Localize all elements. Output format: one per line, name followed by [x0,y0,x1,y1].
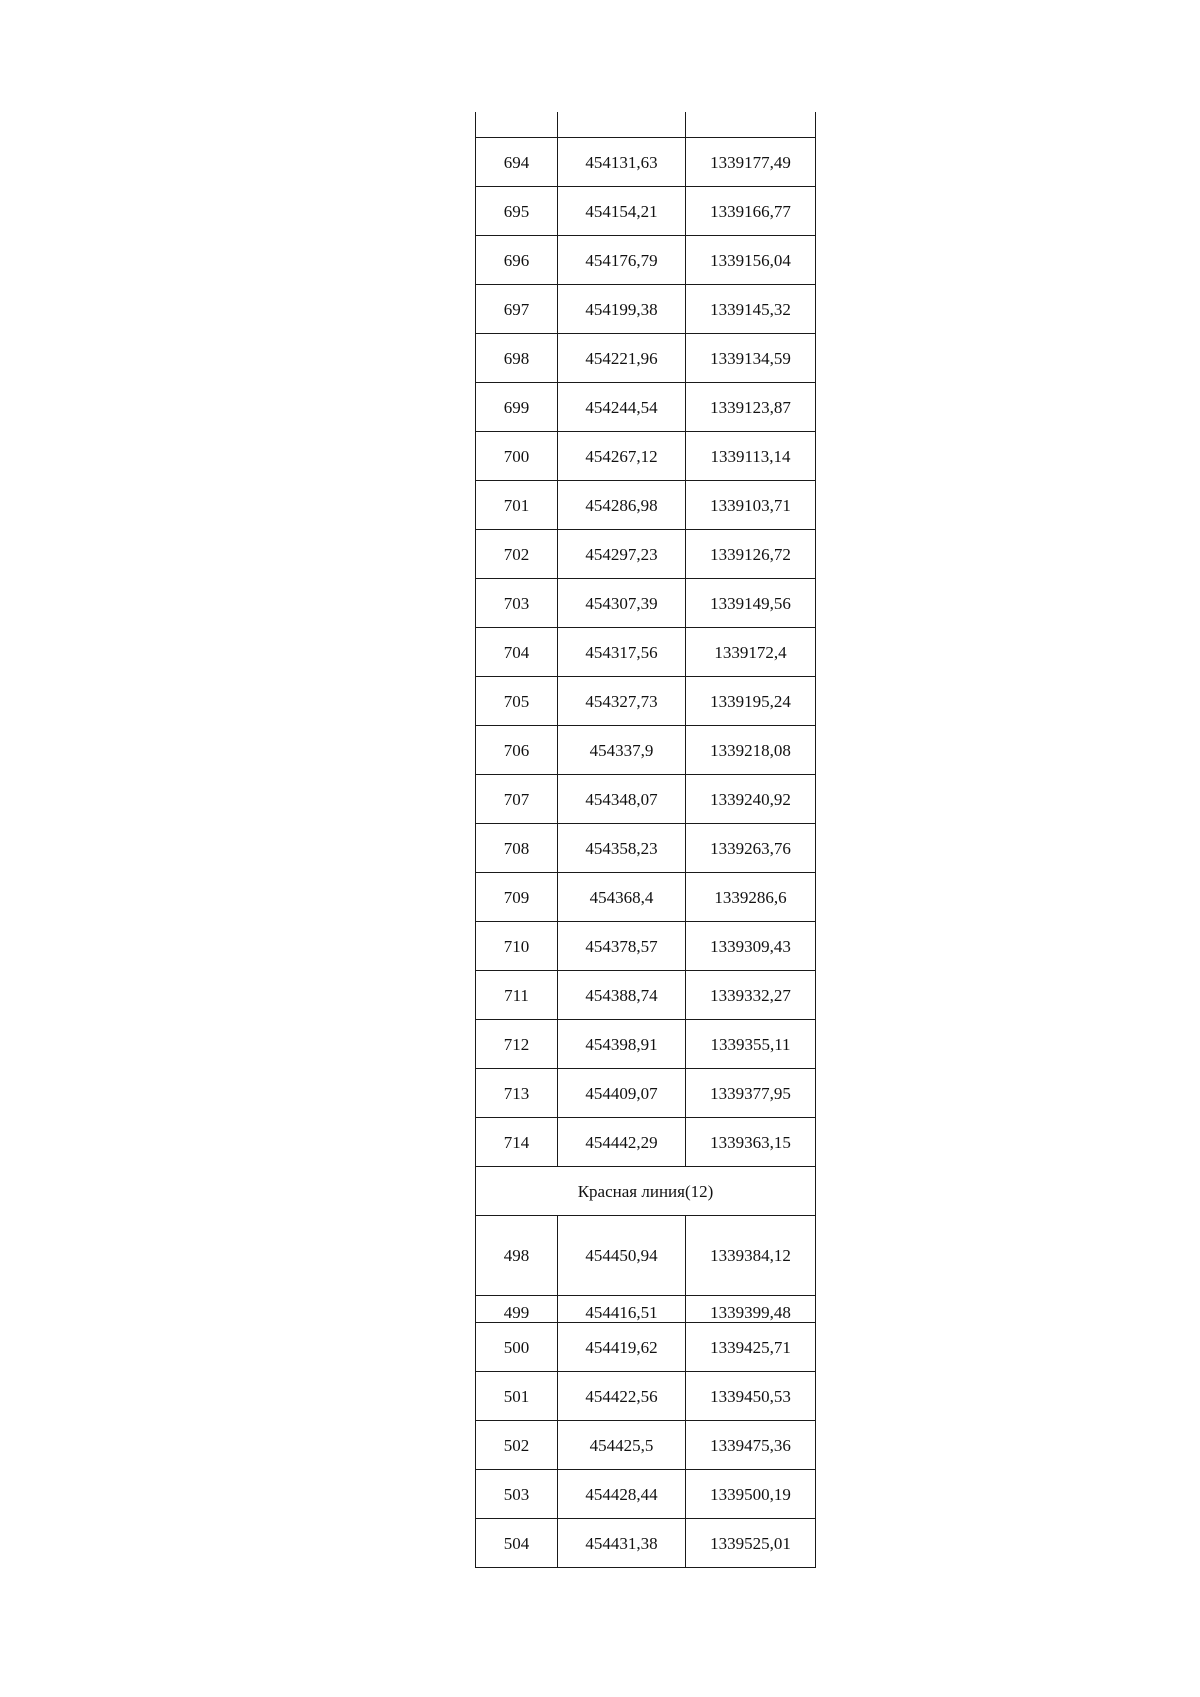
x-coordinate-cell: 454267,12 [558,432,686,481]
x-coordinate-cell: 454221,96 [558,334,686,383]
table-row [476,432,816,481]
table-cell [476,112,558,138]
point-number-cell: 702 [476,530,558,579]
point-number-cell: 707 [476,775,558,824]
point-number-cell: 714 [476,1118,558,1167]
table-row [476,873,816,922]
x-coordinate-cell: 454419,62 [558,1323,686,1372]
y-coordinate-cell: 1339500,19 [686,1470,816,1519]
x-coordinate-cell: 454131,63 [558,138,686,187]
table-row [476,824,816,873]
x-coordinate-cell: 454286,98 [558,481,686,530]
y-coordinate-cell: 1339363,15 [686,1118,816,1167]
table-row [476,1421,816,1470]
table-row [476,1069,816,1118]
x-coordinate-cell: 454358,23 [558,824,686,873]
point-number-cell: 499 [476,1296,558,1323]
point-number-cell: 700 [476,432,558,481]
y-coordinate-cell: 1339156,04 [686,236,816,285]
point-number-cell: 498 [476,1216,558,1296]
table-row [476,334,816,383]
table-row [476,1372,816,1421]
point-number-cell: 705 [476,677,558,726]
x-coordinate-cell: 454450,94 [558,1216,686,1296]
point-number-cell: 710 [476,922,558,971]
x-coordinate-cell: 454297,23 [558,530,686,579]
point-number-cell: 504 [476,1519,558,1568]
x-coordinate-cell: 454327,73 [558,677,686,726]
y-coordinate-cell: 1339145,32 [686,285,816,334]
table-row [476,1020,816,1069]
y-coordinate-cell: 1339218,08 [686,726,816,775]
point-number-cell: 698 [476,334,558,383]
y-coordinate-cell: 1339286,6 [686,873,816,922]
y-coordinate-cell: 1339126,72 [686,530,816,579]
x-coordinate-cell: 454388,74 [558,971,686,1020]
table-row [476,138,816,187]
point-number-cell: 701 [476,481,558,530]
x-coordinate-cell: 454442,29 [558,1118,686,1167]
table-continuation-row [476,112,816,138]
y-coordinate-cell: 1339240,92 [686,775,816,824]
x-coordinate-cell: 454378,57 [558,922,686,971]
table-cell [558,112,686,138]
x-coordinate-cell: 454307,39 [558,579,686,628]
x-coordinate-cell: 454199,38 [558,285,686,334]
x-coordinate-cell: 454176,79 [558,236,686,285]
x-coordinate-cell: 454422,56 [558,1372,686,1421]
x-coordinate-cell: 454416,51 [558,1296,686,1323]
y-coordinate-cell: 1339263,76 [686,824,816,873]
point-number-cell: 502 [476,1421,558,1470]
x-coordinate-cell: 454317,56 [558,628,686,677]
table-row [476,726,816,775]
x-coordinate-cell: 454428,44 [558,1470,686,1519]
table-row [476,383,816,432]
section-title: Красная линия(12) [476,1167,816,1216]
point-number-cell: 713 [476,1069,558,1118]
table-row [476,677,816,726]
coordinates-table [475,112,816,1568]
x-coordinate-cell: 454154,21 [558,187,686,236]
y-coordinate-cell: 1339475,36 [686,1421,816,1470]
point-number-cell: 699 [476,383,558,432]
y-coordinate-cell: 1339425,71 [686,1323,816,1372]
table-row [476,1323,816,1372]
x-coordinate-cell: 454244,54 [558,383,686,432]
point-number-cell: 711 [476,971,558,1020]
point-number-cell: 697 [476,285,558,334]
x-coordinate-cell: 454337,9 [558,726,686,775]
x-coordinate-cell: 454431,38 [558,1519,686,1568]
point-number-cell: 503 [476,1470,558,1519]
point-number-cell: 696 [476,236,558,285]
table-row [476,1470,816,1519]
y-coordinate-cell: 1339309,43 [686,922,816,971]
y-coordinate-cell: 1339525,01 [686,1519,816,1568]
y-coordinate-cell: 1339399,48 [686,1296,816,1323]
section-header-row [476,1167,816,1216]
y-coordinate-cell: 1339149,56 [686,579,816,628]
point-number-cell: 703 [476,579,558,628]
y-coordinate-cell: 1339384,12 [686,1216,816,1296]
table-row [476,1296,816,1323]
point-number-cell: 501 [476,1372,558,1421]
point-number-cell: 708 [476,824,558,873]
y-coordinate-cell: 1339134,59 [686,334,816,383]
y-coordinate-cell: 1339113,14 [686,432,816,481]
table-row [476,1118,816,1167]
x-coordinate-cell: 454409,07 [558,1069,686,1118]
x-coordinate-cell: 454348,07 [558,775,686,824]
table-row [476,285,816,334]
table-row [476,971,816,1020]
point-number-cell: 709 [476,873,558,922]
table-row [476,628,816,677]
y-coordinate-cell: 1339377,95 [686,1069,816,1118]
coordinates-table-body [476,112,816,1568]
table-row [476,481,816,530]
point-number-cell: 500 [476,1323,558,1372]
point-number-cell: 695 [476,187,558,236]
table-row [476,579,816,628]
y-coordinate-cell: 1339177,49 [686,138,816,187]
y-coordinate-cell: 1339332,27 [686,971,816,1020]
y-coordinate-cell: 1339123,87 [686,383,816,432]
y-coordinate-cell: 1339195,24 [686,677,816,726]
table-row [476,1519,816,1568]
y-coordinate-cell: 1339450,53 [686,1372,816,1421]
y-coordinate-cell: 1339355,11 [686,1020,816,1069]
table-row [476,236,816,285]
table-row [476,187,816,236]
table-cell [686,112,816,138]
table-row [476,1216,816,1296]
point-number-cell: 704 [476,628,558,677]
table-row [476,530,816,579]
y-coordinate-cell: 1339166,77 [686,187,816,236]
x-coordinate-cell: 454368,4 [558,873,686,922]
table-row [476,775,816,824]
point-number-cell: 694 [476,138,558,187]
table-row [476,922,816,971]
y-coordinate-cell: 1339172,4 [686,628,816,677]
point-number-cell: 712 [476,1020,558,1069]
point-number-cell: 706 [476,726,558,775]
y-coordinate-cell: 1339103,71 [686,481,816,530]
x-coordinate-cell: 454398,91 [558,1020,686,1069]
x-coordinate-cell: 454425,5 [558,1421,686,1470]
